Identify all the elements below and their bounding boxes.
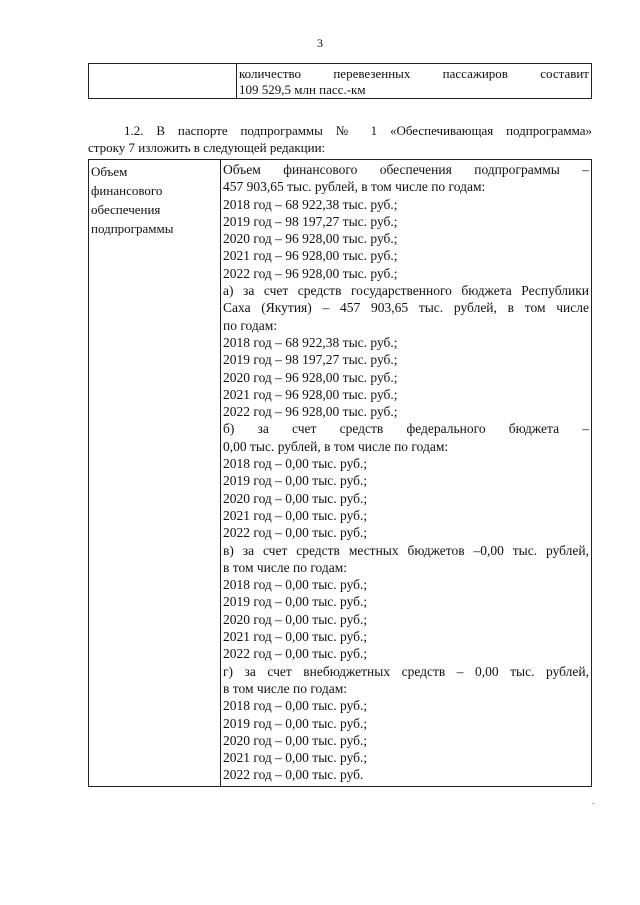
year-line: 2019 год – 98 197,27 тыс. руб.; xyxy=(223,213,398,229)
financing-cell xyxy=(221,160,592,787)
continuation-table xyxy=(88,63,592,99)
year-line: 2019 год – 0,00 тыс. руб.; xyxy=(223,715,368,731)
text-line: 109 529,5 млн пасс.-км xyxy=(239,82,366,97)
year-line: 2021 год – 96 928,00 тыс. руб.; xyxy=(223,248,398,264)
row-label-line: подпрограммы xyxy=(91,221,174,236)
table-row xyxy=(89,160,592,787)
page-number: 3 xyxy=(317,36,323,50)
year-line: 2021 год – 0,00 тыс. руб.; xyxy=(223,750,368,766)
text-line: по годам: xyxy=(223,317,278,333)
row-label-line: обеспечения xyxy=(91,202,161,217)
year-line: 2018 год – 0,00 тыс. руб.; xyxy=(223,456,368,472)
year-line: 2018 год – 0,00 тыс. руб.; xyxy=(223,577,368,593)
amendment-paragraph xyxy=(88,122,592,156)
text-line: б) за счет средств федерального бюджета – xyxy=(223,421,589,437)
year-line: 2021 год – 0,00 тыс. руб.; xyxy=(223,629,368,645)
year-line: 2020 год – 0,00 тыс. руб.; xyxy=(223,611,368,627)
text-line: в) за счет средств местных бюджетов –0,00 тыс. рублей, xyxy=(223,542,589,558)
year-line: 2022 год – 0,00 тыс. руб.; xyxy=(223,525,368,541)
scan-mark: . xyxy=(592,796,595,807)
row-label-line: финансового xyxy=(91,183,163,198)
year-line: 2020 год – 0,00 тыс. руб.; xyxy=(223,490,368,506)
year-line: 2019 год – 0,00 тыс. руб.; xyxy=(223,473,368,489)
paragraph-line: 1.2. В паспорте подпрограммы № 1 «Обеспечивающая подпрограмма» xyxy=(124,123,592,138)
year-line: 2022 год – 96 928,00 тыс. руб.; xyxy=(223,265,398,281)
text-line: 0,00 тыс. рублей, в том числе по годам: xyxy=(223,438,449,454)
year-line: 2021 год – 0,00 тыс. руб.; xyxy=(223,507,368,523)
text-line: г) за счет внебюджетных средств – 0,00 тыс. рублей, xyxy=(223,663,589,679)
year-line: 2021 год – 96 928,00 тыс. руб.; xyxy=(223,386,398,402)
text-line: количество перевезенных пассажиров составит xyxy=(239,66,589,81)
year-line: 2020 год – 96 928,00 тыс. руб.; xyxy=(223,369,398,385)
empty-cell xyxy=(89,64,237,99)
text-line: Объем финансового обеспечения подпрограммы – xyxy=(223,162,589,177)
year-line: 2022 год – 0,00 тыс. руб.; xyxy=(223,646,368,662)
row-label-line: Объем xyxy=(91,164,128,179)
year-line: 2019 год – 98 197,27 тыс. руб.; xyxy=(223,352,398,368)
table-row xyxy=(89,64,592,99)
year-line: 2018 год – 0,00 тыс. руб.; xyxy=(223,698,368,714)
year-line: 2019 год – 0,00 тыс. руб.; xyxy=(223,594,368,610)
text-line: в том числе по годам: xyxy=(223,680,348,696)
paragraph-line: строку 7 изложить в следующей редакции: xyxy=(88,140,326,155)
year-line: 2020 год – 96 928,00 тыс. руб.; xyxy=(223,231,398,247)
passenger-traffic-cell xyxy=(237,64,592,99)
passport-table xyxy=(88,159,592,787)
year-line: 2018 год – 68 922,38 тыс. руб.; xyxy=(223,334,398,350)
year-line: 2022 год – 0,00 тыс. руб. xyxy=(223,767,364,783)
text-line: в том числе по годам: xyxy=(223,559,348,575)
text-line: Саха (Якутия) – 457 903,65 тыс. рублей, в том числе xyxy=(223,300,589,316)
text-line: а) за счет средств государственного бюджета Республики xyxy=(223,283,589,299)
year-line: 2020 год – 0,00 тыс. руб.; xyxy=(223,732,368,748)
row-label-cell xyxy=(89,160,221,787)
year-line: 2022 год – 96 928,00 тыс. руб.; xyxy=(223,404,398,420)
text-line: 457 903,65 тыс. рублей, в том числе по годам: xyxy=(223,179,486,195)
year-line: 2018 год – 68 922,38 тыс. руб.; xyxy=(223,196,398,212)
